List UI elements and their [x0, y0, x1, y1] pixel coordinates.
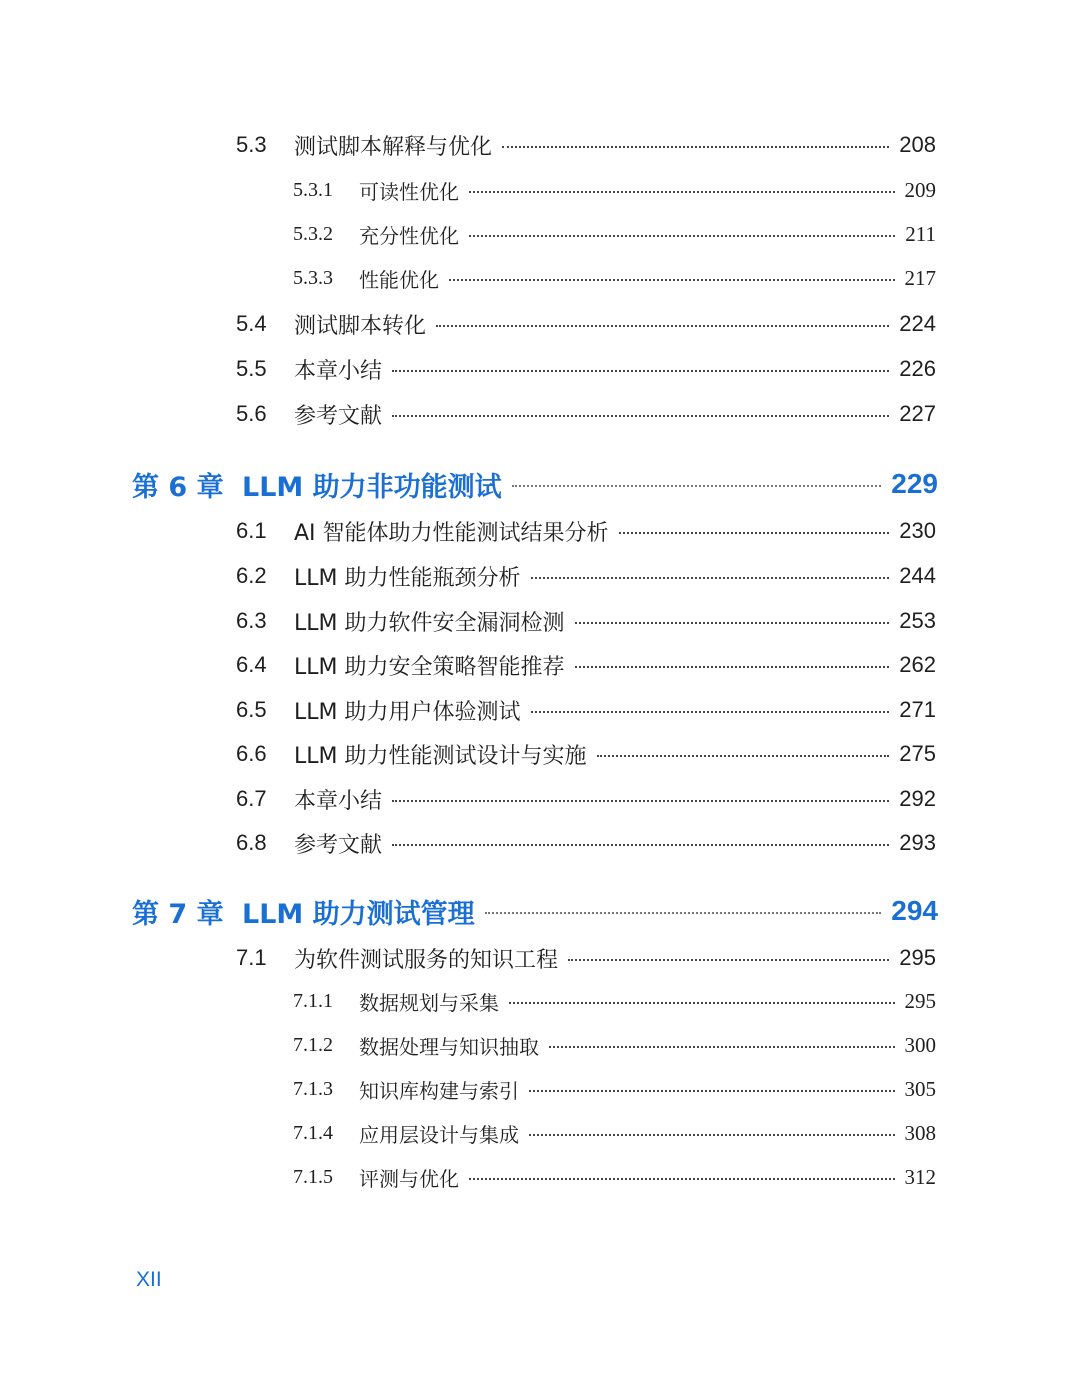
toc-page-number: 295: [899, 945, 936, 970]
toc-title: LLM 助力性能瓶颈分析: [294, 565, 521, 591]
toc-page-number: 305: [904, 1076, 936, 1101]
leader-dots: [619, 532, 890, 534]
leader-dots: [392, 844, 889, 846]
toc-page-number: 208: [899, 132, 936, 157]
toc-entry-7-1-3: [293, 1069, 936, 1109]
leader-dots: [392, 800, 889, 802]
toc-number: 6.6: [236, 741, 267, 766]
toc-entry-6-7: [236, 779, 936, 819]
toc-chapter-6: [132, 460, 938, 508]
toc-page-number: 292: [899, 786, 936, 811]
leader-dots: [531, 577, 890, 579]
toc-title: 可读性优化: [359, 179, 459, 204]
leader-dots: [509, 1002, 895, 1004]
toc-page-number: 244: [899, 563, 936, 588]
leader-dots: [469, 1178, 895, 1180]
toc-page-number: 262: [899, 652, 936, 677]
toc-title: 本章小结: [294, 788, 383, 814]
toc-page-number: 224: [899, 311, 936, 336]
leader-dots: [512, 485, 882, 487]
toc-number: 7.1.3: [293, 1077, 333, 1100]
toc-entry-6-5: [236, 690, 936, 730]
toc-entry-5-3: [236, 125, 936, 165]
leader-dots: [436, 325, 889, 327]
toc-number: 5.3.3: [293, 266, 333, 289]
leader-dots: [392, 370, 889, 372]
toc-number: 6.5: [236, 697, 267, 722]
toc-page-number: 217: [904, 265, 936, 290]
toc-entry-7-1-2: [293, 1025, 936, 1065]
toc-number: 7.1.2: [293, 1033, 333, 1056]
toc-title: LLM 助力软件安全漏洞检测: [294, 610, 565, 636]
toc-number: 6.7: [236, 786, 267, 811]
toc-title: AI 智能体助力性能测试结果分析: [294, 520, 609, 546]
leader-dots: [529, 1134, 895, 1136]
chapter-page-number: 294: [891, 895, 938, 926]
toc-entry-7-1-4: [293, 1113, 936, 1153]
toc-number: 5.6: [236, 401, 267, 426]
leader-dots: [502, 146, 889, 148]
toc-title: 测试脚本转化: [294, 313, 427, 339]
toc-entry-6-2: [236, 556, 936, 596]
toc-title: LLM 助力性能测试设计与实施: [294, 743, 587, 769]
toc-page-number: 308: [904, 1120, 936, 1145]
toc-page-number: 300: [904, 1032, 936, 1057]
toc-entry-7-1-5: [293, 1157, 936, 1197]
toc-title: 测试脚本解释与优化: [294, 134, 493, 160]
toc-entry-5-3-2: [293, 214, 936, 254]
toc-title: 知识库构建与索引: [359, 1078, 519, 1103]
leader-dots: [575, 666, 890, 668]
toc-number: 5.3.1: [293, 178, 333, 201]
toc-entry-7-1: [236, 938, 936, 978]
toc-entry-5-5: [236, 349, 936, 389]
chapter-title: LLM 助力测试管理: [242, 898, 475, 930]
toc-title: 本章小结: [294, 358, 383, 384]
toc-entry-5-3-1: [293, 170, 936, 210]
toc-page-number: 271: [899, 697, 936, 722]
toc-entry-5-3-3: [293, 258, 936, 298]
chapter-number: 第 6 章: [132, 471, 224, 503]
toc-entry-5-6: [236, 394, 936, 434]
leader-dots: [529, 1090, 895, 1092]
toc-title: 性能优化: [359, 267, 439, 292]
chapter-number: 第 7 章: [132, 898, 224, 930]
leader-dots: [485, 912, 882, 914]
toc-number: 5.3: [236, 132, 267, 157]
toc-title: 数据处理与知识抽取: [359, 1034, 539, 1059]
page-number-roman: XII: [136, 1268, 162, 1291]
toc-page-number: 211: [905, 221, 936, 246]
leader-dots: [568, 959, 889, 961]
toc-entry-7-1-1: [293, 981, 936, 1021]
leader-dots: [469, 235, 895, 237]
toc-title: 数据规划与采集: [359, 990, 499, 1015]
leader-dots: [531, 711, 890, 713]
toc-title: 参考文献: [294, 832, 383, 858]
toc-entry-6-1: [236, 511, 936, 551]
leader-dots: [469, 191, 895, 193]
toc-entry-5-4: [236, 304, 936, 344]
toc-page-number: 226: [899, 356, 936, 381]
leader-dots: [575, 622, 890, 624]
toc-entry-6-4: [236, 645, 936, 685]
toc-number: 6.2: [236, 563, 267, 588]
toc-entry-6-6: [236, 734, 936, 774]
chapter-page-number: 229: [891, 468, 938, 499]
leader-dots: [392, 415, 889, 417]
toc-number: 5.3.2: [293, 222, 333, 245]
toc-page-number: 209: [904, 177, 936, 202]
toc-page-number: 295: [904, 988, 936, 1013]
leader-dots: [449, 279, 895, 281]
toc-number: 6.4: [236, 652, 267, 677]
toc-title: 充分性优化: [359, 223, 459, 248]
toc-number: 6.8: [236, 830, 267, 855]
toc-number: 6.1: [236, 518, 267, 543]
toc-title: 为软件测试服务的知识工程: [294, 947, 559, 973]
toc-chapter-7: [132, 887, 938, 935]
toc-page-number: 312: [904, 1164, 936, 1189]
toc-title: LLM 助力用户体验测试: [294, 699, 521, 725]
toc-number: 7.1: [236, 945, 267, 970]
toc-page-number: 230: [899, 518, 936, 543]
leader-dots: [597, 755, 890, 757]
toc-title: 评测与优化: [359, 1166, 459, 1191]
toc-title: 参考文献: [294, 403, 383, 429]
toc-page-number: 293: [899, 830, 936, 855]
toc-title: 应用层设计与集成: [359, 1122, 519, 1147]
toc-title: LLM 助力安全策略智能推荐: [294, 654, 565, 680]
toc-number: 7.1.4: [293, 1121, 333, 1144]
toc-number: 7.1.1: [293, 989, 333, 1012]
toc-page-number: 227: [899, 401, 936, 426]
toc-entry-6-3: [236, 601, 936, 641]
toc-number: 5.4: [236, 311, 267, 336]
toc-entry-6-8: [236, 823, 936, 863]
leader-dots: [549, 1046, 895, 1048]
chapter-title: LLM 助力非功能测试: [242, 471, 502, 503]
toc-number: 5.5: [236, 356, 267, 381]
toc-number: 7.1.5: [293, 1165, 333, 1188]
toc-page-number: 275: [899, 741, 936, 766]
toc-number: 6.3: [236, 608, 267, 633]
toc-page-number: 253: [899, 608, 936, 633]
